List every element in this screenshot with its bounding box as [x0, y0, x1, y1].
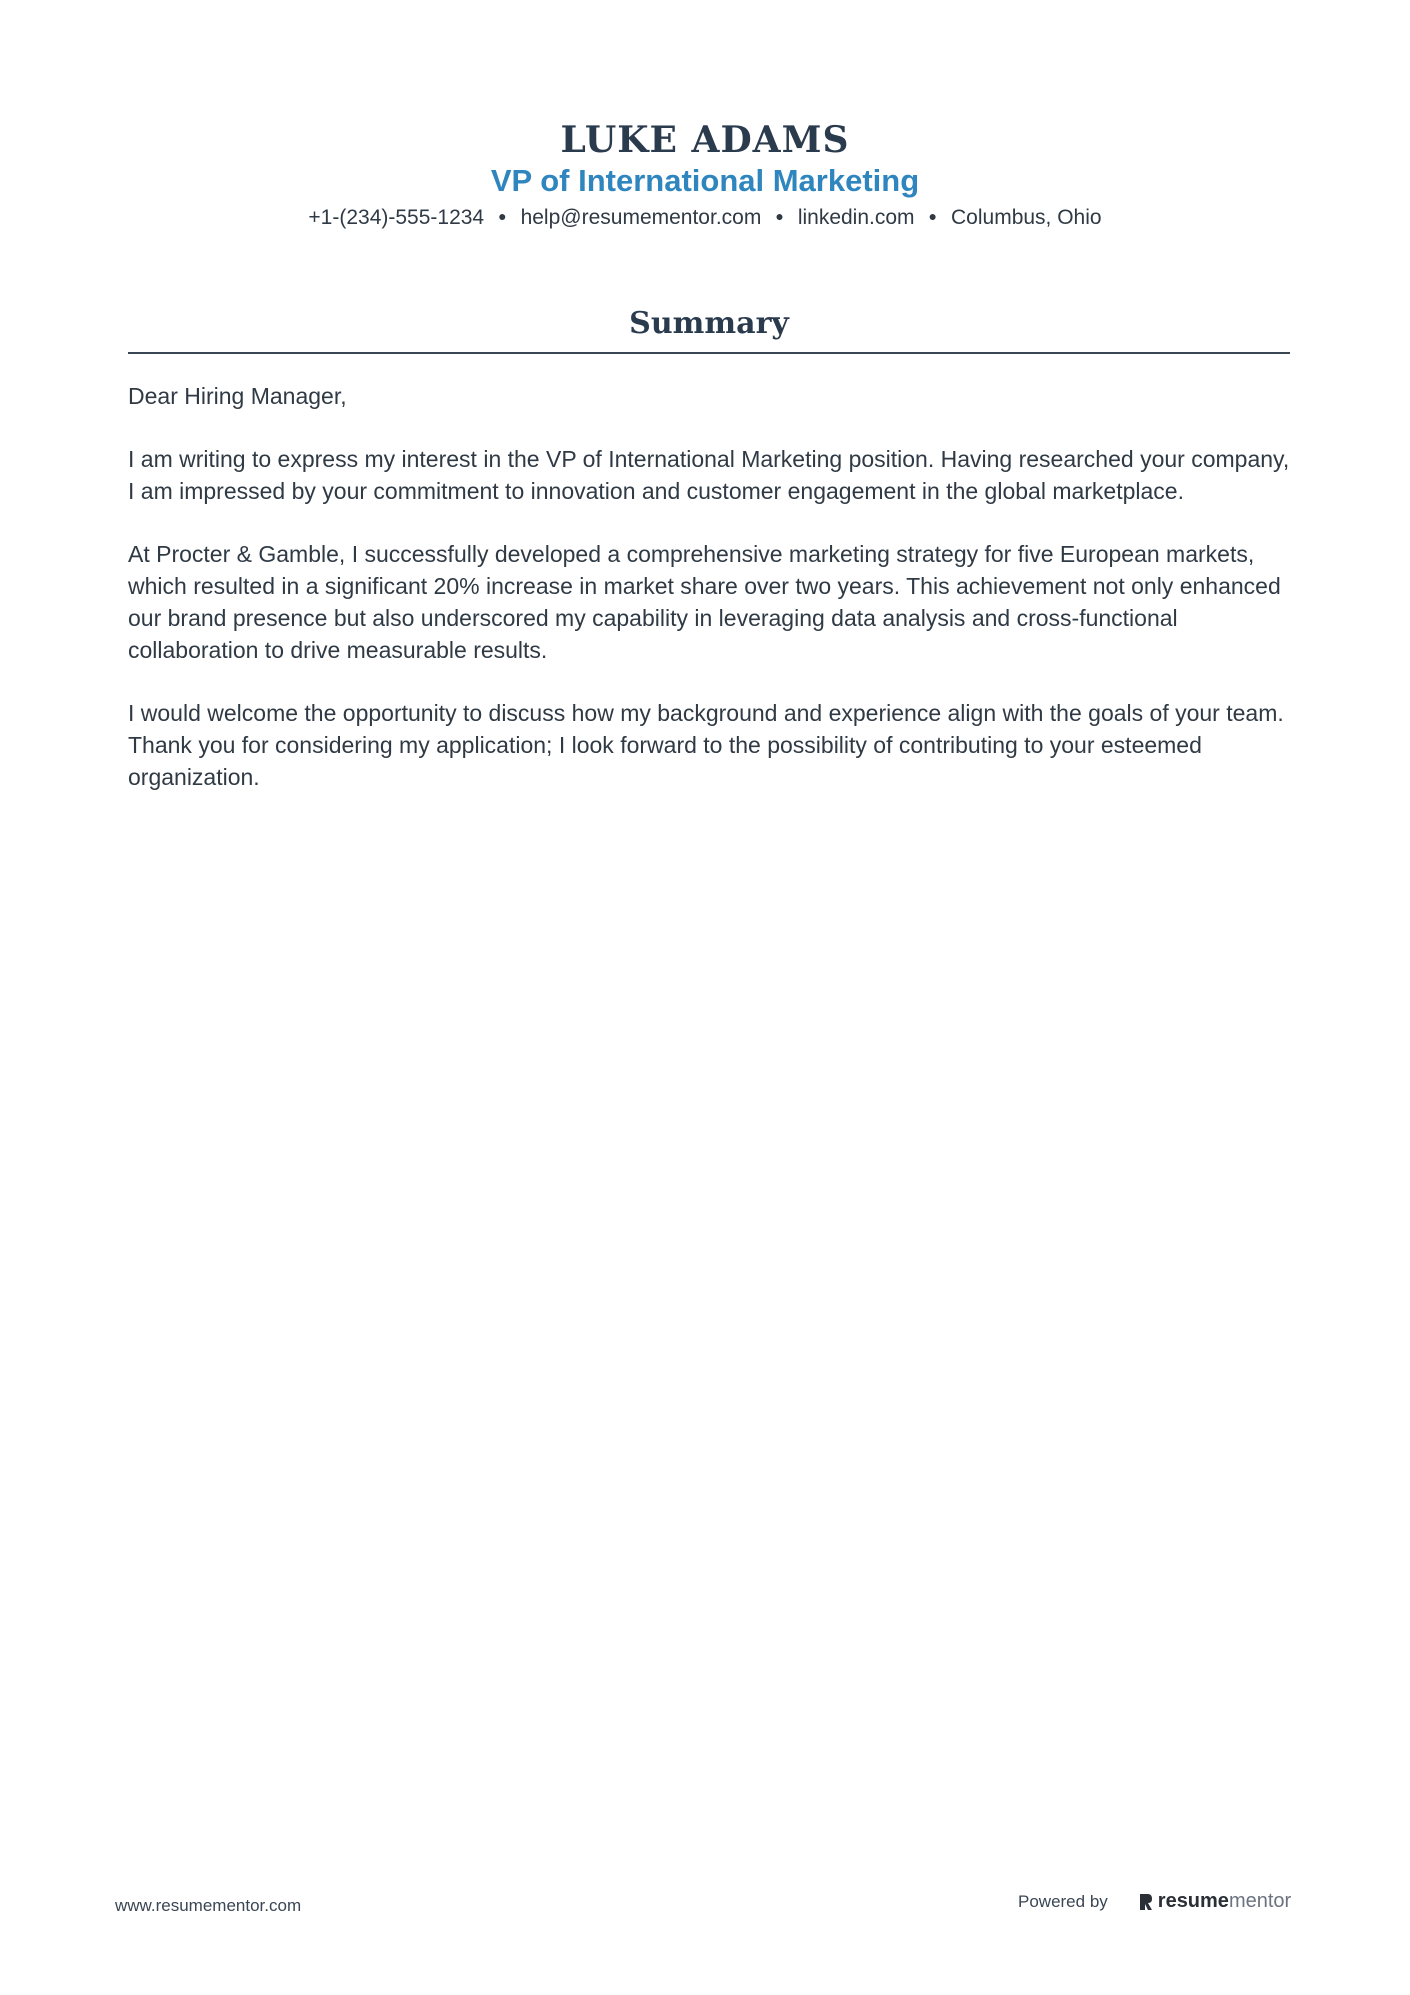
letter-paragraph: At Procter & Gamble, I successfully developed a comprehensive marketing strategy for five European markets, which resulted in a significant 20% increase in market share over two years. This achievement not only enhanced our brand presence but also underscored my capability in leveraging data analysis and cross-functional collaboration to drive measurable results. [128, 541, 1281, 663]
candidate-title: VP of International Marketing [490, 163, 920, 198]
resumementor-logo-icon [1138, 1892, 1154, 1912]
letter-header [0, 118, 1410, 232]
bullet-separator: ● [498, 208, 507, 225]
contact-line [0, 204, 1410, 232]
bullet-separator: ● [928, 208, 938, 225]
bullet-separator: ● [775, 208, 784, 225]
section-divider [128, 352, 1290, 354]
brand-word-resume: resume [1157, 1890, 1229, 1912]
contact-email[interactable]: help@resumementor.com [520, 206, 762, 229]
brand-logo[interactable] [1138, 1890, 1291, 1913]
letter-paragraph: I would welcome the opportunity to discuss how my background and experience align with the goals of your team. Thank you for considering my application; I look forward to the possibility of contributing to your esteemed organization. [128, 700, 1284, 790]
footer-website[interactable]: www.resumementor.com [115, 1896, 302, 1915]
contact-linkedin[interactable]: linkedin.com [797, 206, 915, 229]
brand-word-mentor: mentor [1228, 1890, 1292, 1912]
letter-body [128, 380, 1290, 824]
footer-branding [1018, 1890, 1291, 1913]
salutation: Dear Hiring Manager, [128, 383, 347, 409]
section-title-summary: Summary [629, 306, 789, 341]
powered-by-label: Powered by [1018, 1891, 1108, 1911]
contact-phone: +1-(234)-555-1234 [308, 206, 485, 229]
letter-paragraph: I am writing to express my interest in the VP of International Marketing position. Having researched your company, I am impressed by your commitment to innovation and customer engagement in the global marketplace. [128, 446, 1290, 504]
candidate-name: LUKE ADAMS [560, 119, 850, 161]
contact-location: Columbus, Ohio [951, 206, 1102, 229]
